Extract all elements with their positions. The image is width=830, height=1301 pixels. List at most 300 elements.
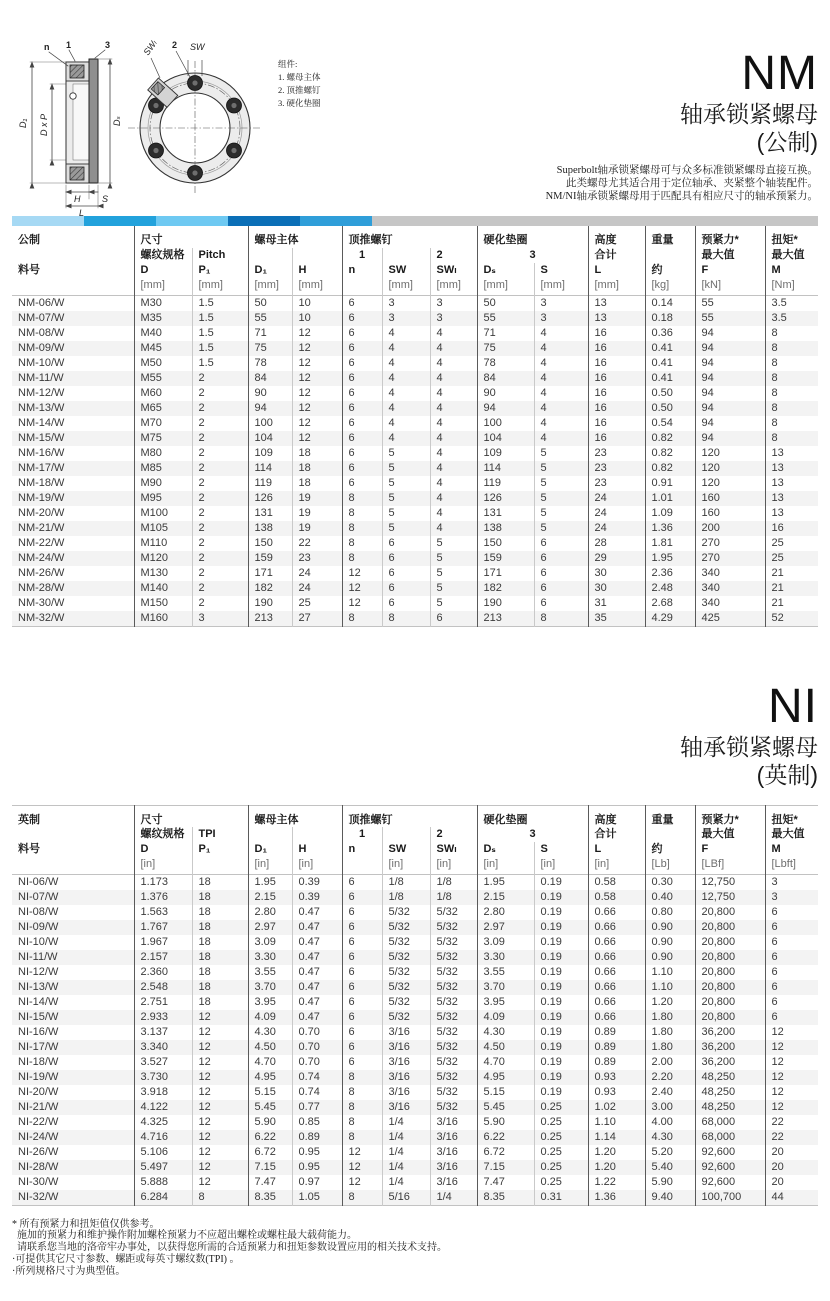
table-cell: 1.09 <box>645 506 695 521</box>
table-cell: 5 <box>382 461 430 476</box>
table-cell: 6.72 <box>248 1145 292 1160</box>
table-cell: 6 <box>342 311 382 326</box>
table-cell: 0.66 <box>588 965 645 980</box>
table-cell: 6 <box>342 416 382 431</box>
table-cell: 30 <box>588 581 645 596</box>
group-washer: 硬化垫圈 <box>477 226 588 248</box>
table-row <box>12 1130 818 1145</box>
table-row <box>12 491 818 506</box>
table-cell: 12 <box>342 566 382 581</box>
part-number-cell: NM-08/W <box>18 326 65 339</box>
table-cell: 1/4 <box>382 1130 430 1145</box>
table-cell: 23 <box>588 476 645 491</box>
table-cell: 6 <box>534 536 588 551</box>
table-cell: 1.5 <box>192 295 248 311</box>
table-row <box>12 401 818 416</box>
table-cell: 0.47 <box>292 935 342 950</box>
table-cell: 23 <box>588 461 645 476</box>
table-cell: 4 <box>534 371 588 386</box>
table-cell: 213 <box>477 611 534 627</box>
table-row <box>12 341 818 356</box>
table-cell: 18 <box>192 965 248 980</box>
table-cell: 2 <box>192 461 248 476</box>
unit-s: [in] <box>534 857 588 874</box>
part-number-cell: NI-32/W <box>18 1190 59 1203</box>
table-cell: 5.45 <box>477 1100 534 1115</box>
table-cell: 8 <box>342 491 382 506</box>
table-cell: 6 <box>534 566 588 581</box>
unit-n <box>342 857 382 874</box>
table-cell: 4 <box>430 371 477 386</box>
sym-d: D <box>134 842 192 857</box>
table-cell: 3.30 <box>477 950 534 965</box>
table-cell: 5.15 <box>477 1085 534 1100</box>
table-cell: 0.70 <box>292 1040 342 1055</box>
table-cell: 0.89 <box>588 1040 645 1055</box>
table-cell: 0.39 <box>292 890 342 905</box>
table-cell: 2.157 <box>134 950 192 965</box>
part-number-cell: NI-28/W <box>18 1160 59 1173</box>
table-cell: 5/32 <box>430 1055 477 1070</box>
ni-title-block <box>680 679 818 789</box>
table-cell: 6 <box>342 1010 382 1025</box>
col-thread-spec: 螺纹规格 <box>134 248 192 263</box>
table-cell: 68,000 <box>695 1130 765 1145</box>
table-cell: 12,750 <box>695 874 765 890</box>
table-cell: 5 <box>382 506 430 521</box>
part-number-cell: NI-22/W <box>18 1115 59 1128</box>
table-cell: 4 <box>534 326 588 341</box>
group-body: 螺母主体 <box>248 805 342 827</box>
table-cell: 3.137 <box>134 1025 192 1040</box>
part-number-cell: NI-26/W <box>18 1145 59 1158</box>
table-cell: 12 <box>292 326 342 341</box>
table-cell: 8 <box>534 611 588 627</box>
table-cell: M120 <box>134 551 192 566</box>
table-cell: 0.36 <box>645 326 695 341</box>
table-cell: 18 <box>292 461 342 476</box>
table-cell: 92,600 <box>695 1145 765 1160</box>
table-row <box>12 596 818 611</box>
table-cell: 5 <box>382 521 430 536</box>
ni-table-head <box>12 805 818 874</box>
footnote-line: * 所有预紧力和扭矩值仅供参考。 <box>12 1218 160 1230</box>
table-cell: 3.70 <box>248 980 292 995</box>
table-cell: 171 <box>477 566 534 581</box>
callout-1: 1 <box>66 40 72 50</box>
unit-d: [in] <box>134 857 192 874</box>
table-cell: 90 <box>248 386 292 401</box>
table-cell: 92,600 <box>695 1175 765 1190</box>
table-cell: 5/32 <box>430 920 477 935</box>
table-cell: 13 <box>765 461 818 476</box>
table-cell: 0.70 <box>292 1055 342 1070</box>
table-cell: 5/32 <box>382 935 430 950</box>
table-cell: 84 <box>477 371 534 386</box>
table-cell: 4.122 <box>134 1100 192 1115</box>
table-cell: 13 <box>765 446 818 461</box>
table-cell: 138 <box>477 521 534 536</box>
unit-f: [kN] <box>695 278 765 295</box>
table-cell: 8 <box>765 401 818 416</box>
table-cell: 0.77 <box>292 1100 342 1115</box>
table-cell: 36,200 <box>695 1055 765 1070</box>
table-cell: 12 <box>192 1175 248 1190</box>
callout-ref-1: 1 <box>342 248 382 263</box>
table-cell: 21 <box>765 581 818 596</box>
table-cell: 8 <box>342 611 382 627</box>
table-cell: 12 <box>292 341 342 356</box>
table-cell: 94 <box>477 401 534 416</box>
table-cell: 150 <box>477 536 534 551</box>
table-cell: 2.80 <box>477 905 534 920</box>
callout-ref-3: 3 <box>477 248 588 263</box>
table-row <box>12 965 818 980</box>
callout-ref-2: 2 <box>430 827 477 842</box>
sym-f: F <box>695 842 765 857</box>
dim-label-swl: SWₗ <box>141 38 159 58</box>
table-cell: 100,700 <box>695 1190 765 1206</box>
table-cell: 18 <box>192 874 248 890</box>
table-cell: 12 <box>192 1130 248 1145</box>
table-cell: 12 <box>765 1025 818 1040</box>
table-cell: 2 <box>192 506 248 521</box>
table-cell: 84 <box>248 371 292 386</box>
table-cell: 1.95 <box>477 874 534 890</box>
part-number-cell: NI-10/W <box>18 935 59 948</box>
table-cell: 2 <box>192 386 248 401</box>
table-cell: 6 <box>342 356 382 371</box>
table-cell: 1.376 <box>134 890 192 905</box>
sym-s: S <box>534 263 588 278</box>
table-cell: 3 <box>382 295 430 311</box>
ni-product-title: NI <box>768 679 818 733</box>
table-row <box>12 874 818 890</box>
table-cell: 8.35 <box>248 1190 292 1206</box>
col-max-f: 最大值 <box>695 827 765 842</box>
table-cell: 5.90 <box>248 1115 292 1130</box>
table-cell: 2 <box>192 416 248 431</box>
table-cell: 104 <box>477 431 534 446</box>
table-cell: 94 <box>695 401 765 416</box>
unit-swl: [mm] <box>430 278 477 295</box>
table-cell: 126 <box>248 491 292 506</box>
table-cell: 6 <box>765 920 818 935</box>
table-cell: 4 <box>430 521 477 536</box>
table-cell: 0.25 <box>534 1145 588 1160</box>
table-cell: 12 <box>192 1070 248 1085</box>
unit-swl: [in] <box>430 857 477 874</box>
unit-d: [mm] <box>134 278 192 295</box>
table-cell: 48,250 <box>695 1100 765 1115</box>
table-cell: 55 <box>477 311 534 326</box>
table-cell: 13 <box>765 506 818 521</box>
table-row <box>12 521 818 536</box>
legend-item: 1. 螺母主体 <box>278 72 321 82</box>
table-cell: 22 <box>765 1130 818 1145</box>
unit-d1: [mm] <box>248 278 292 295</box>
table-row <box>12 905 818 920</box>
table-cell: 16 <box>588 371 645 386</box>
table-cell: 5/32 <box>430 1040 477 1055</box>
table-cell: 12 <box>292 386 342 401</box>
table-cell: 12 <box>192 1085 248 1100</box>
table-cell: 2.548 <box>134 980 192 995</box>
table-row <box>12 890 818 905</box>
table-cell: 18 <box>192 995 248 1010</box>
table-cell: 0.91 <box>645 476 695 491</box>
table-cell: 2 <box>192 491 248 506</box>
unit-h: [in] <box>292 857 342 874</box>
table-cell: 6 <box>342 476 382 491</box>
table-cell: 6.22 <box>248 1130 292 1145</box>
table-cell: 2.97 <box>477 920 534 935</box>
part-number-cell: NI-14/W <box>18 995 59 1008</box>
part-number-cell: NM-26/W <box>18 566 65 579</box>
table-cell: 0.54 <box>645 416 695 431</box>
table-cell: 4 <box>382 326 430 341</box>
nm-product-title: NM <box>741 47 818 100</box>
table-cell: 6 <box>342 1055 382 1070</box>
table-cell: 131 <box>248 506 292 521</box>
table-cell: 1.5 <box>192 356 248 371</box>
table-cell: 4.30 <box>477 1025 534 1040</box>
table-cell: 126 <box>477 491 534 506</box>
table-cell: 5 <box>534 521 588 536</box>
table-cell: 8 <box>342 1115 382 1130</box>
table-cell: 171 <box>248 566 292 581</box>
table-cell: 24 <box>588 506 645 521</box>
sym-d1: D₁ <box>248 842 292 857</box>
table-cell: 8 <box>765 386 818 401</box>
table-cell: 0.66 <box>588 920 645 935</box>
part-number-cell: NI-16/W <box>18 1025 59 1038</box>
part-number-cell: NM-18/W <box>18 476 65 489</box>
table-cell: 36,200 <box>695 1025 765 1040</box>
table-cell: 0.39 <box>292 874 342 890</box>
table-cell: 4 <box>534 386 588 401</box>
table-cell: 6 <box>342 401 382 416</box>
table-cell: 2.751 <box>134 995 192 1010</box>
table-row <box>12 920 818 935</box>
nm-header-section <box>0 0 830 216</box>
table-cell: 18 <box>192 905 248 920</box>
table-row <box>12 416 818 431</box>
table-cell: 94 <box>695 341 765 356</box>
table-cell: 340 <box>695 581 765 596</box>
table-cell: 3.70 <box>477 980 534 995</box>
table-cell: 24 <box>588 521 645 536</box>
table-cell: 3.55 <box>477 965 534 980</box>
sym-d1: D₁ <box>248 263 292 278</box>
table-cell: 6 <box>382 581 430 596</box>
table-cell: 1/4 <box>382 1115 430 1130</box>
table-cell: 4 <box>534 341 588 356</box>
table-cell: 0.50 <box>645 401 695 416</box>
table-row <box>12 371 818 386</box>
table-cell: 0.90 <box>645 935 695 950</box>
table-cell: 5 <box>430 596 477 611</box>
table-cell: 270 <box>695 536 765 551</box>
sym-swl: SWₗ <box>430 842 477 857</box>
ni-header-section <box>0 627 830 805</box>
table-cell: 104 <box>248 431 292 446</box>
table-cell: 2.48 <box>645 581 695 596</box>
table-cell: 5/32 <box>382 995 430 1010</box>
table-cell: 425 <box>695 611 765 627</box>
table-cell: 6 <box>342 874 382 890</box>
table-cell: 20,800 <box>695 920 765 935</box>
table-cell: 5 <box>382 446 430 461</box>
table-cell: 0.66 <box>588 935 645 950</box>
table-cell: 6 <box>382 596 430 611</box>
table-cell: 5.497 <box>134 1160 192 1175</box>
table-row <box>12 461 818 476</box>
table-cell: 3 <box>765 874 818 890</box>
table-row <box>12 1070 818 1085</box>
table-cell: 5/32 <box>382 905 430 920</box>
table-cell: 16 <box>588 431 645 446</box>
table-cell: 8 <box>342 1085 382 1100</box>
sym-n: n <box>342 263 382 278</box>
table-cell: 2.15 <box>477 890 534 905</box>
table-cell: 4 <box>430 431 477 446</box>
table-cell: 3/16 <box>430 1130 477 1145</box>
table-cell: 1.563 <box>134 905 192 920</box>
dim-label-ds: Dₛ <box>112 116 122 126</box>
table-cell: 3.00 <box>645 1100 695 1115</box>
table-cell: 55 <box>248 311 292 326</box>
sym-d: D <box>134 263 192 278</box>
table-cell: M95 <box>134 491 192 506</box>
table-cell: 0.30 <box>645 874 695 890</box>
table-cell: 6 <box>342 980 382 995</box>
table-cell: 4.09 <box>248 1010 292 1025</box>
table-cell: 5 <box>430 581 477 596</box>
table-cell: 20,800 <box>695 1010 765 1025</box>
table-cell: 8 <box>765 371 818 386</box>
table-cell: 2 <box>192 536 248 551</box>
table-cell: 5.90 <box>477 1115 534 1130</box>
unit-p <box>192 857 248 874</box>
component-legend <box>278 58 418 110</box>
table-cell: 55 <box>695 295 765 311</box>
table-cell: 100 <box>248 416 292 431</box>
nm-description <box>546 164 818 203</box>
table-cell: 3.09 <box>477 935 534 950</box>
table-cell: 10 <box>292 311 342 326</box>
table-row <box>12 295 818 311</box>
description-line: 此类螺母尤其适合用于定位轴承、夹紧整个轴装配件。 <box>566 178 818 189</box>
table-cell: 8 <box>765 416 818 431</box>
table-cell: 0.93 <box>588 1070 645 1085</box>
table-row <box>12 950 818 965</box>
table-cell: 21 <box>765 566 818 581</box>
table-cell: 4 <box>382 401 430 416</box>
description-line: NM/NI轴承锁紧螺母用于匹配具有相应尺寸的轴承预紧力。 <box>545 191 818 202</box>
table-row <box>12 1055 818 1070</box>
table-cell: 94 <box>695 371 765 386</box>
table-cell: 4 <box>430 446 477 461</box>
dim-label-h: H <box>74 194 81 204</box>
table-cell: 22 <box>765 1115 818 1130</box>
ni-table <box>12 805 818 1206</box>
unit-f: [LBf] <box>695 857 765 874</box>
table-cell: 20,800 <box>695 995 765 1010</box>
table-row <box>12 476 818 491</box>
nm-system-label: (公制) <box>756 129 818 155</box>
table-cell: 6 <box>430 611 477 627</box>
table-cell: 3 <box>430 311 477 326</box>
table-cell: 5/32 <box>382 950 430 965</box>
table-cell: 12 <box>292 401 342 416</box>
footnote-line: ·可提供其它尺寸参数、螺距或每英寸螺纹数(TPI) 。 <box>12 1253 240 1265</box>
table-cell: 5/32 <box>430 950 477 965</box>
part-number-cell: NI-11/W <box>18 950 58 963</box>
table-cell: 0.25 <box>534 1130 588 1145</box>
table-cell: 2 <box>192 476 248 491</box>
nm-subtitle: 轴承锁紧螺母 <box>680 101 818 127</box>
table-cell: 0.18 <box>645 311 695 326</box>
table-cell: 190 <box>477 596 534 611</box>
legend-item: 2. 顶推螺钉 <box>278 85 321 95</box>
table-cell: 19 <box>292 521 342 536</box>
section-view <box>18 40 122 218</box>
col-thread-spec: 螺纹规格 <box>134 827 192 842</box>
table-cell: 4 <box>382 356 430 371</box>
group-jackscrews: 顶推螺钉 <box>342 805 477 827</box>
table-cell: 6.22 <box>477 1130 534 1145</box>
table-cell: 4.95 <box>477 1070 534 1085</box>
table-cell: 5/32 <box>430 935 477 950</box>
table-cell: 5 <box>534 506 588 521</box>
table-cell: 2.40 <box>645 1085 695 1100</box>
legend-item: 3. 硬化垫圈 <box>278 98 321 108</box>
table-cell: 12 <box>292 356 342 371</box>
table-row <box>12 446 818 461</box>
dim-label-d1: D₁ <box>18 118 28 128</box>
part-number-cell: NI-12/W <box>18 965 59 978</box>
table-cell: 109 <box>477 446 534 461</box>
table-cell: 4 <box>430 476 477 491</box>
table-cell: 1.14 <box>588 1130 645 1145</box>
table-cell: 4 <box>430 416 477 431</box>
sym-l: L <box>588 842 645 857</box>
table-cell: 2.15 <box>248 890 292 905</box>
table-cell: 12 <box>192 1055 248 1070</box>
table-cell: 4 <box>430 506 477 521</box>
table-cell: 5.106 <box>134 1145 192 1160</box>
table-cell: 3/16 <box>382 1025 430 1040</box>
table-cell: 18 <box>192 890 248 905</box>
table-cell: 4 <box>382 371 430 386</box>
table-cell: 25 <box>292 596 342 611</box>
table-cell: 6 <box>342 935 382 950</box>
table-cell: 0.47 <box>292 980 342 995</box>
table-cell: 18 <box>192 950 248 965</box>
table-cell: 0.41 <box>645 341 695 356</box>
table-cell: 5 <box>382 476 430 491</box>
table-cell: 5/32 <box>382 920 430 935</box>
table-cell: M90 <box>134 476 192 491</box>
table-cell: 6 <box>342 920 382 935</box>
table-cell: 18 <box>192 980 248 995</box>
table-cell: 8 <box>342 521 382 536</box>
table-cell: 4.29 <box>645 611 695 627</box>
table-cell: 6 <box>342 965 382 980</box>
table-cell: 12 <box>342 1145 382 1160</box>
table-cell: 35 <box>588 611 645 627</box>
